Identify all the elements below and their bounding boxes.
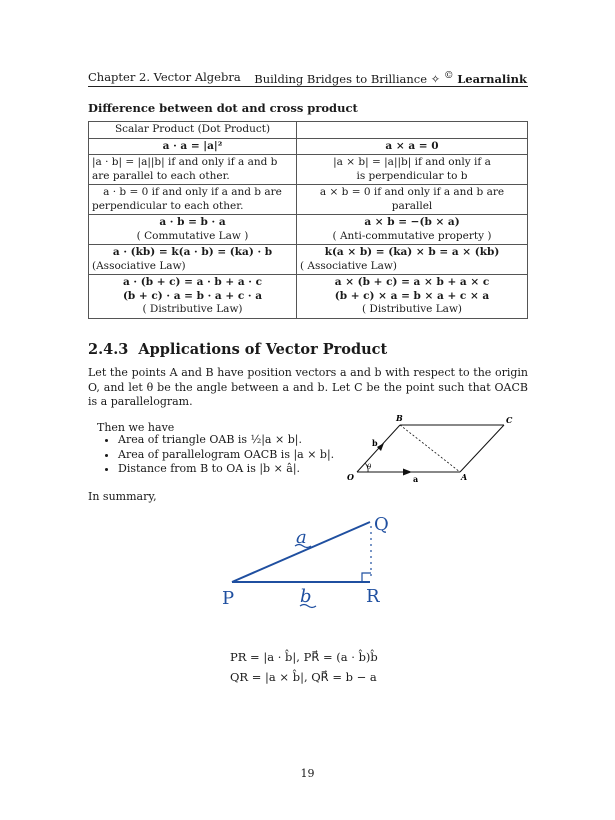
table-cell: a · b = 0 if and only if a and b are perpendicular to each other. — [89, 185, 297, 215]
table-row — [89, 245, 528, 275]
table-cell: |a · b| = |a||b| if and only if a and b are parallel to each other. — [89, 155, 297, 185]
table-title: Difference between dot and cross product — [88, 101, 358, 115]
table-cell: a · a = |a|² — [89, 138, 297, 155]
header-brand-name: Learnalink — [457, 71, 527, 86]
list-item: • Distance from B to OA is |b × â|. — [118, 462, 334, 477]
table-row — [89, 275, 528, 319]
table-header-dot: Scalar Product (Dot Product) — [89, 122, 297, 139]
table-cell: a · (b + c) = a · b + a · c (b + c) · a = b · a + c · a ( Distributive Law) — [89, 275, 297, 319]
list-intro: Then we have — [97, 421, 175, 434]
table-row — [89, 215, 528, 245]
table-row — [89, 185, 528, 215]
table-cell: a × a = 0 — [297, 138, 528, 155]
table-cell: a × b = 0 if and only if a and b are parallel — [297, 185, 528, 215]
triangle-diagram — [220, 510, 400, 615]
label-b: b — [372, 438, 378, 448]
side-ca — [460, 425, 504, 472]
table-header-cross — [297, 122, 528, 139]
arrowhead-a — [403, 469, 412, 476]
table-cell: a × (b + c) = a × b + a × c (b + c) × a = b × a + c × a ( Distributive Law) — [297, 275, 528, 319]
equation-pr: PR = |a · b̂|, PR⃗ = (a · b̂)b̂ — [230, 650, 378, 664]
page-number: 19 — [300, 767, 315, 780]
label-theta: θ — [367, 463, 372, 471]
table-cell: a · b = b · a ( Commutative Law ) — [89, 215, 297, 245]
table-cell: a × b = −(b × a) ( Anti-commutative property ) — [297, 215, 528, 245]
label-Q: Q — [374, 514, 389, 535]
applications-list — [100, 433, 334, 477]
running-header-chapter: Chapter 2. Vector Algebra — [88, 70, 241, 84]
list-item: • Area of triangle OAB is ½|a × b|. — [118, 433, 334, 448]
running-header-brand — [254, 70, 527, 86]
table-cell: a · (kb) = k(a · b) = (ka) · b (Associative Law) — [89, 245, 297, 275]
diagonal-ba — [400, 425, 460, 472]
section-heading — [88, 341, 387, 358]
label-P: P — [222, 588, 235, 609]
label-b: b — [300, 586, 312, 607]
logo-icon: ✧ — [430, 71, 441, 86]
label-R: R — [366, 586, 380, 607]
section-title: Applications of Vector Product — [138, 341, 388, 358]
parallelogram-diagram-full — [340, 410, 530, 495]
label-O: O — [347, 472, 354, 482]
comparison-table — [88, 121, 528, 319]
label-a: a — [413, 474, 419, 484]
table-row — [89, 138, 528, 155]
arrowhead-b — [377, 443, 384, 451]
table-header-row — [89, 122, 528, 139]
header-rule — [88, 86, 528, 87]
section-paragraph: Let the points A and B have position vectors a and b with respect to the origin O, and let θ be the angle between a and b. Let C be the point such that OACB is a parallelogram. — [88, 366, 528, 408]
equation-qr: QR = |a × b̂|, QR⃗ = b − a — [230, 670, 377, 684]
copyright-icon: © — [443, 70, 454, 81]
label-A: A — [461, 472, 468, 482]
label-B: B — [396, 413, 403, 423]
right-angle-mark — [362, 573, 371, 582]
table-cell: |a × b| = |a||b| if and only if a is perpendicular to b — [297, 155, 528, 185]
table-row — [89, 155, 528, 185]
label-C: C — [506, 415, 513, 425]
header-slogan: Building Bridges to Brilliance — [254, 71, 428, 86]
table-cell: k(a × b) = (ka) × b = a × (kb) ( Associative Law) — [297, 245, 528, 275]
section-number: 2.4.3 — [88, 341, 129, 358]
summary-text: In summary, — [88, 490, 157, 503]
list-item: • Area of parallelogram OACB is |a × b|. — [118, 448, 334, 463]
label-a: a — [296, 527, 307, 548]
